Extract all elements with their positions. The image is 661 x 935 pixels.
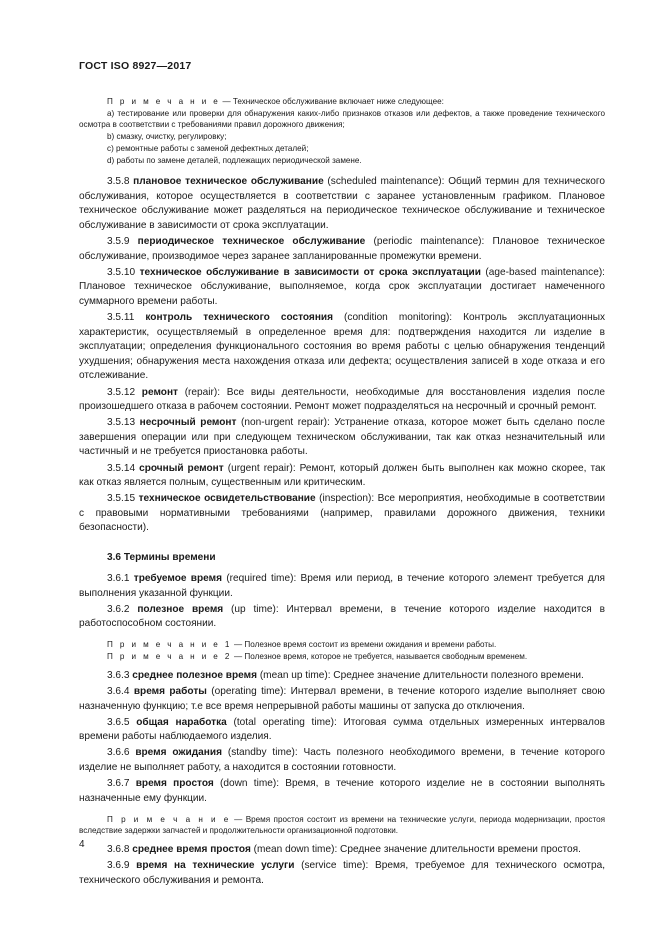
definition-3-6-8: 3.6.8 среднее время простоя (mean down time): Среднее значение длительности времени простоя. xyxy=(107,844,581,856)
note-item-c: c) ремонтные работы с заменой дефектных деталей; xyxy=(107,143,309,153)
definitions-3-6-b xyxy=(79,669,605,806)
notes-3-6-2 xyxy=(79,639,605,662)
definition-3-6-7: 3.6.7 время простоя (down time): Время, в течение которого изделие не в состоянии выполнять назначенные ему функции. xyxy=(79,778,605,804)
definition-3-5-15: 3.5.15 техническое освидетельствование (inspection): Все мероприятия, необходимые в соответствии с правовыми нормативными требованиями (например, правилами дорожного движения, техники безопасности). xyxy=(79,493,605,534)
note-maintenance xyxy=(79,96,605,166)
definitions-3-6-a xyxy=(79,572,605,632)
definition-3-5-9: 3.5.9 периодическое техническое обслуживание (periodic maintenance): Плановое техническое обслуживание, производимое через заранее запланированные промежутки времени. xyxy=(79,236,605,262)
definition-3-5-8: 3.5.8 плановое техническое обслуживание (scheduled maintenance): Общий термин для технического обслуживания, которое осуществляется в соответствии с заранее установленным графиком. Плановое техническое обслуживание может разделяться на периодическое техническое обслуживание и техническое обслуживание в зависимости от срока эксплуатации. xyxy=(79,176,605,231)
note-item-b: b) смазку, очистку, регулировку; xyxy=(107,132,227,142)
definition-3-5-10: 3.5.10 техническое обслуживание в зависимости от срока эксплуатации (age-based maintenance): Плановое техническое обслуживание, выполняемое, когда срок эксплуатации достигает намеченного суммарного времени работы. xyxy=(79,266,605,307)
note-1: П р и м е ч а н и е 1 — Полезное время состоит из времени ожидания и времени работы. xyxy=(107,640,497,650)
definitions-3-5 xyxy=(79,175,605,536)
note-item-a: а) тестирование или проверки для обнаружения каких-либо признаков отказов или дефектов, а также проведение технического осмотра в соответствии с требованиями правил дорожного движения; xyxy=(79,108,605,130)
definition-3-5-13: 3.5.13 несрочный ремонт (non-urgent repair): Устранение отказа, которое может быть сделано после завершения операции или при следующем техническом обслуживании, так как отказ незначительный или частичный и не требуется приостановка работы. xyxy=(79,417,605,458)
definition-3-6-2: 3.6.2 полезное время (up time): Интервал времени, в течение которого изделие находится в работоспособном состоянии. xyxy=(79,603,605,630)
definition-3-5-11: 3.5.11 контроль технического состояния (condition monitoring): Контроль эксплуатационных характеристик, осуществляемый в определенное время для: подтверждения находится ли изделие в эксплуатации; определения функционального состояния во время работы с целью обнаружения тенденций ухудшения; обнаружения места нахождения отказа или дефекта; осуществления записей в ходе отказа и его отслеживание. xyxy=(79,312,605,382)
definition-3-6-5: 3.6.5 общая наработка (total operating time): Итоговая сумма отдельных измеренных интервалов времени работы наблюдаемого изделия. xyxy=(79,716,605,743)
page-number: 4 xyxy=(79,839,85,850)
definition-3-5-14: 3.5.14 срочный ремонт (urgent repair): Ремонт, который должен быть выполнен как можно скорее, так как отказ является полным, существенным или критическим. xyxy=(79,462,605,489)
definitions-3-6-c xyxy=(79,843,605,888)
section-title-3-6: 3.6 Термины времени xyxy=(107,552,216,564)
definition-3-6-3: 3.6.3 среднее полезное время (mean up time): Среднее значение длительности полезного времени. xyxy=(107,669,584,681)
note-intro: П р и м е ч а н и е — Техническое обслуживание включает ниже следующее: xyxy=(107,97,444,106)
note-item-d: d) работы по замене деталей, подлежащих периодической замене. xyxy=(107,155,362,165)
definition-3-6-4: 3.6.4 время работы (operating time): Интервал времени, в течение которого изделие выполняет свою назначенную функцию; т.е все время непрерывной работы машины от запуска до отключения. xyxy=(79,685,605,712)
definition-3-6-1: 3.6.1 требуемое время (required time): Время или период, в течение которого элемент требуется для выполнения указанной функции. xyxy=(79,573,606,599)
definition-3-5-12: 3.5.12 ремонт (repair): Все виды деятельности, необходимые для восстановления изделия после произошедшего отказа в рабочем состоянии. Ремонт может подразделяться на несрочный и срочный ремонт. xyxy=(79,386,605,413)
note-down-time: П р и м е ч а н и е — Время простоя состоит из времени на технические услуги, периода модернизации, простоя вследствие задержки запчастей и продолжительности организационной подготовки. xyxy=(79,814,605,836)
definition-3-6-9: 3.6.9 время на технические услуги (service time): Время, требуемое для технического осмотра, технического обслуживания и ремонта. xyxy=(79,860,606,886)
definition-3-6-6: 3.6.6 время ожидания (standby time): Часть полезного необходимого времени, в течение которого изделие не выполняет работу, а находится в состоянии готовности. xyxy=(79,747,605,773)
note-2: П р и м е ч а н и е 2 — Полезное время, которое не требуется, называется свободным временем. xyxy=(107,652,528,662)
standard-header: ГОСТ ISO 8927—2017 xyxy=(79,60,192,72)
